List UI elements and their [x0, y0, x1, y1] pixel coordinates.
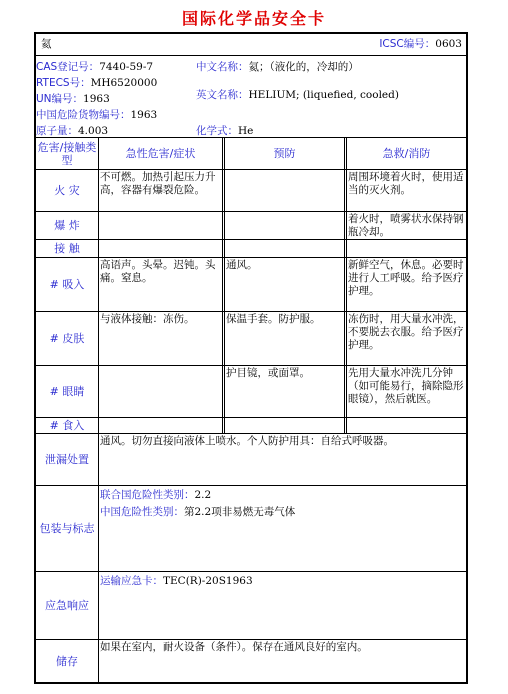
label-spill: 泄漏处置: [45, 453, 89, 466]
spill-text: 通风。切勿直接向液体上喷水。个人防护用具：自给式呼吸器。: [98, 434, 466, 485]
rtecs-number: RTECS号：MH6520000: [36, 77, 158, 89]
inhalation-firstaid: 新鲜空气，休息。必要时进行人工呼吸。给予医疗护理。: [346, 258, 466, 311]
un-number: UN编号：1963: [36, 93, 110, 105]
row-inhalation: [36, 258, 466, 312]
emergency-text: [98, 572, 466, 639]
row-storage: [36, 640, 466, 682]
icsc-number: [262, 34, 462, 55]
name-row: [36, 34, 466, 56]
ingestion-hazard: [98, 418, 222, 433]
card-title: 国际化学品安全卡: [181, 9, 326, 28]
identification-block: [36, 56, 466, 138]
row-packaging: [36, 486, 466, 572]
label-contact: 接 触: [54, 242, 80, 255]
label-inhalation: # 吸入: [49, 278, 85, 291]
chemical-formula: 化学式：He: [196, 125, 254, 137]
transport-card: 运输应急卡：TEC(R)-20S1963: [100, 575, 253, 587]
fire-prevention: [224, 170, 344, 211]
label-emergency: 应急响应: [45, 599, 89, 612]
row-ingestion: [36, 418, 466, 434]
skin-hazard: 与液体接触：冻伤。: [98, 312, 222, 365]
eyes-firstaid: 先用大量水冲洗几分钟（如可能易行，摘除隐形眼镜），然后就医。: [346, 366, 466, 417]
row-fire: [36, 170, 466, 212]
row-explosion: [36, 212, 466, 240]
fire-hazard: 不可燃。加热引起压力升高，容器有爆裂危险。: [98, 170, 222, 211]
label-storage: 储存: [56, 654, 78, 668]
explosion-hazard: [98, 212, 222, 239]
row-spill: [36, 434, 466, 486]
packaging-text: [98, 486, 466, 571]
un-hazard-class: 联合国危险性类别：2.2: [100, 489, 212, 501]
contact-hazard: [98, 240, 222, 257]
inhalation-prevention: 通风。: [224, 258, 344, 311]
header-type: 危害/接触类型: [37, 140, 97, 167]
row-skin: [36, 312, 466, 366]
explosion-firstaid: 着火时，喷雾状水保持钢瓶冷却。: [346, 212, 466, 239]
atomic-weight: 原子量：4.003: [36, 125, 109, 137]
eyes-hazard: [98, 366, 222, 417]
safety-card: [34, 32, 468, 684]
row-eyes: [36, 366, 466, 418]
explosion-prevention: [224, 212, 344, 239]
label-explosion: 爆 炸: [54, 219, 80, 232]
skin-firstaid: 冻伤时，用大量水冲洗，不要脱去衣服。给予医疗护理。: [346, 312, 466, 365]
english-name: 英文名称：HELIUM; (liquefied, cooled): [196, 89, 399, 101]
label-packaging: 包装与标志: [39, 522, 95, 535]
header-prevention: 预防: [224, 138, 344, 169]
icsc-label: ICSC编号：: [379, 38, 436, 50]
label-eyes: # 眼睛: [49, 385, 85, 398]
ingestion-firstaid: [346, 418, 466, 433]
storage-text: 如果在室内，耐火设备（条件）。保存在通风良好的室内。: [98, 640, 466, 682]
cn-danger-number: 中国危险货物编号：1963: [36, 109, 158, 121]
icsc-value: 0603: [435, 38, 462, 50]
skin-prevention: 保温手套。防护服。: [224, 312, 344, 365]
hazard-header-row: [36, 138, 466, 170]
row-emergency: [36, 572, 466, 640]
ingestion-prevention: [224, 418, 344, 433]
contact-firstaid: [346, 240, 466, 257]
contact-prevention: [224, 240, 344, 257]
chemical-name: 氦: [41, 38, 52, 50]
label-ingestion: # 食入: [49, 419, 85, 432]
chinese-name: 中文名称：氦；（液化的，冷却的）: [196, 61, 359, 73]
eyes-prevention: 护目镜，或面罩。: [224, 366, 344, 417]
row-contact: [36, 240, 466, 258]
header-hazard: 急性危害/症状: [98, 138, 222, 169]
header-firstaid: 急救/消防: [346, 138, 466, 169]
inhalation-hazard: 高语声。头晕。迟钝。头痛。窒息。: [98, 258, 222, 311]
cas-number: CAS登记号：7440-59-7: [36, 61, 154, 73]
fire-firstaid: 周围环境着火时，使用适当的灭火剂。: [346, 170, 466, 211]
label-skin: # 皮肤: [49, 332, 85, 345]
cn-hazard-class: 中国危险性类别：第2.2项非易燃无毒气体: [100, 506, 296, 518]
label-fire: 火 灾: [54, 184, 80, 197]
